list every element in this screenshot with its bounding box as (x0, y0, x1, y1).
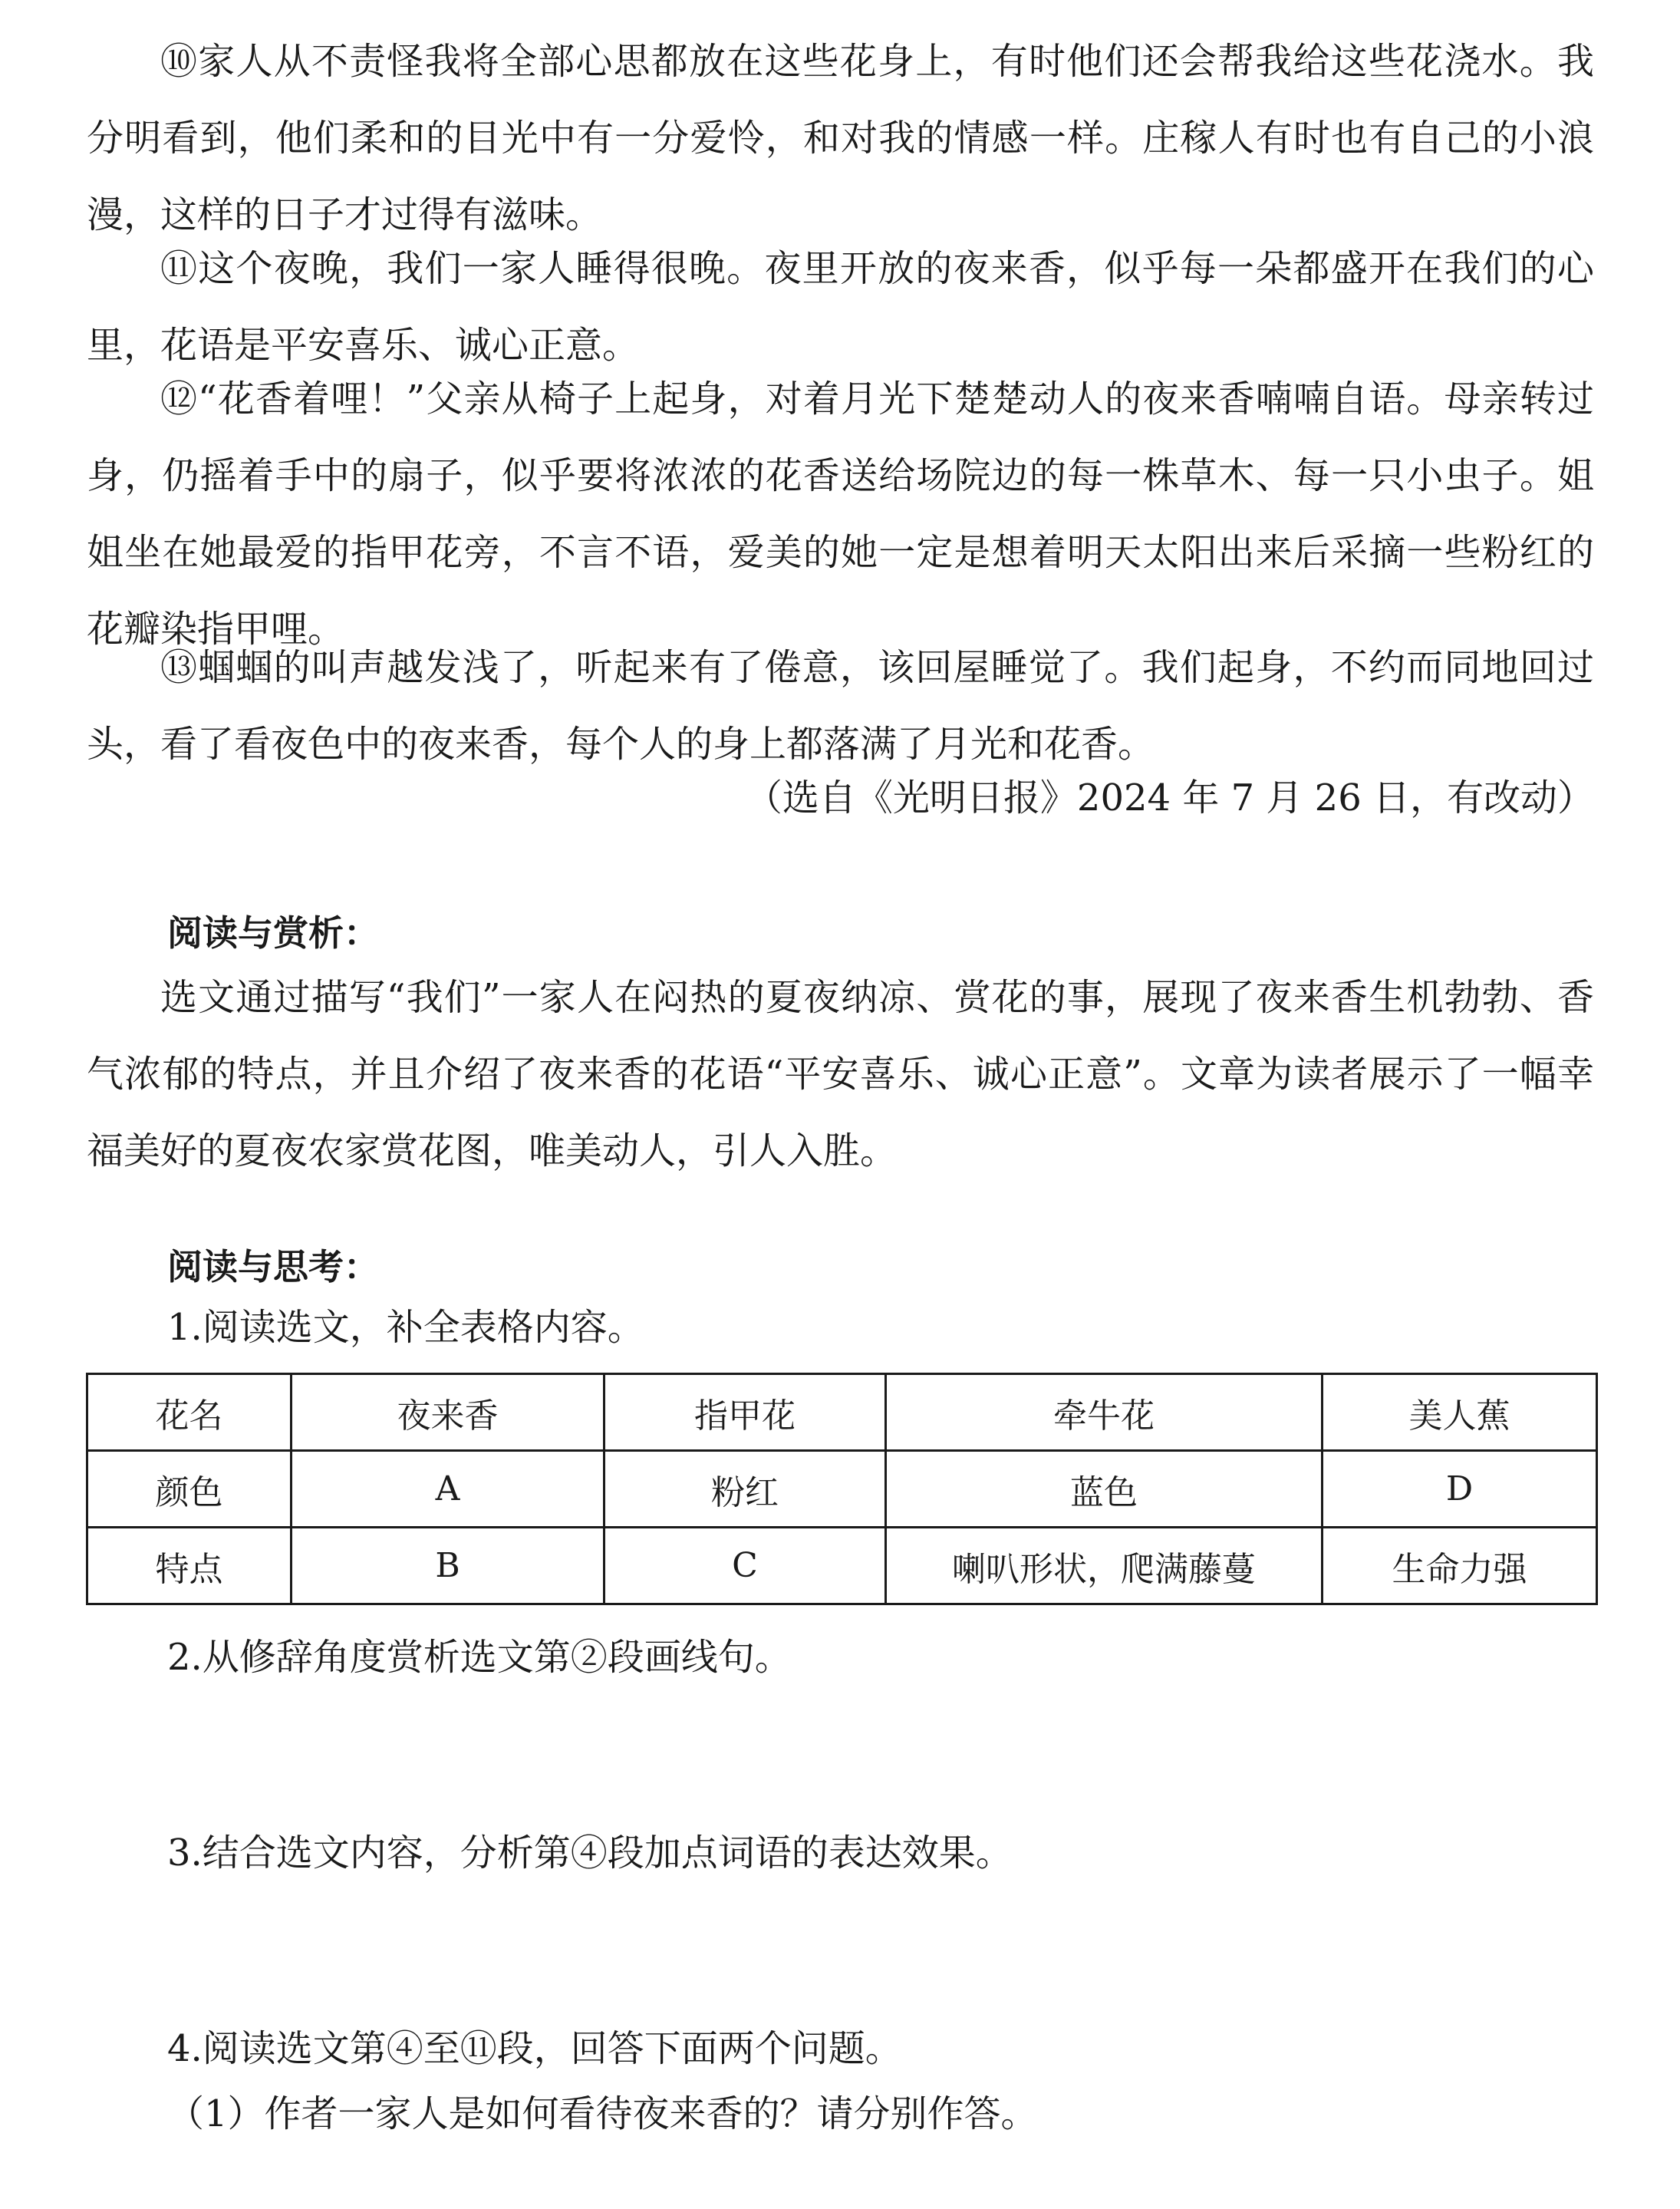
paragraph-13: ⑬蝈蝈的叫声越发浅了，听起来有了倦意，该回屋睡觉了。我们起身，不约而同地回过头，看了看夜色中的夜来香，每个人的身上都落满了月光和花香。 (87, 646, 1594, 766)
table-row (87, 1451, 1597, 1528)
table-cell: 粉红 (604, 1451, 886, 1528)
table-cell: 牵牛花 (886, 1374, 1323, 1451)
table-cell: B (292, 1528, 604, 1604)
table-cell: 喇叭形状，爬满藤蔓 (886, 1528, 1323, 1604)
table-cell: C (604, 1528, 886, 1604)
table-row (87, 1374, 1597, 1451)
question-3: 3.结合选文内容，分析第④段加点词语的表达效果。 (167, 1831, 1013, 1874)
question-4-part-1: （1）作者一家人是如何看待夜来香的？请分别作答。 (167, 2092, 1038, 2135)
table-row (87, 1528, 1597, 1604)
table-cell: 生命力强 (1323, 1528, 1597, 1604)
table-cell: 美人蕉 (1323, 1374, 1597, 1451)
question-1: 1.阅读选文，补全表格内容。 (167, 1306, 644, 1349)
question-4: 4.阅读选文第④至⑪段，回答下面两个问题。 (167, 2027, 902, 2070)
table-cell: 蓝色 (886, 1451, 1323, 1528)
table-cell: 特点 (87, 1528, 292, 1604)
appreciation-text: 选文通过描写“我们”一家人在闷热的夏夜纳凉、赏花的事，展现了夜来香生机勃勃、香气浓郁的特点，并且介绍了夜来香的花语“平安喜乐、诚心正意”。文章为读者展示了一幅幸福美好的夏夜农家赏花图，唯美动人，引人入胜。 (87, 976, 1594, 1172)
table-cell: 颜色 (87, 1451, 292, 1528)
flower-table (86, 1373, 1598, 1605)
table-cell: D (1323, 1451, 1597, 1528)
question-2: 2.从修辞角度赏析选文第②段画线句。 (167, 1636, 792, 1679)
table-cell: 指甲花 (604, 1374, 886, 1451)
section-heading-thinking: 阅读与思考： (167, 1246, 379, 1287)
paragraph-12: ⑫“花香着哩！”父亲从椅子上起身，对着月光下楚楚动人的夜来香喃喃自语。母亲转过身，仍摇着手中的扇子，似乎要将浓浓的花香送给场院边的每一株草木、每一只小虫子。姐姐坐在她最爱的指甲花旁，不言不语，爱美的她一定是想着明天太阳出来后采摘一些粉红的花瓣染指甲哩。 (87, 378, 1594, 651)
table-cell: A (292, 1451, 604, 1528)
paragraph-10: ⑩家人从不责怪我将全部心思都放在这些花身上，有时他们还会帮我给这些花浇水。我分明看到，他们柔和的目光中有一分爱怜，和对我的情感一样。庄稼人有时也有自己的小浪漫，这样的日子才过得有滋味。 (87, 40, 1594, 236)
paragraph-11: ⑪这个夜晚，我们一家人睡得很晚。夜里开放的夜来香，似乎每一朵都盛开在我们的心里，花语是平安喜乐、诚心正意。 (87, 247, 1594, 367)
section-heading-appreciation: 阅读与赏析： (167, 912, 379, 954)
table-cell: 夜来香 (292, 1374, 604, 1451)
source-citation: （选自《光明日报》2024 年 7 月 26 日，有改动） (745, 776, 1594, 819)
table-cell: 花名 (87, 1374, 292, 1451)
